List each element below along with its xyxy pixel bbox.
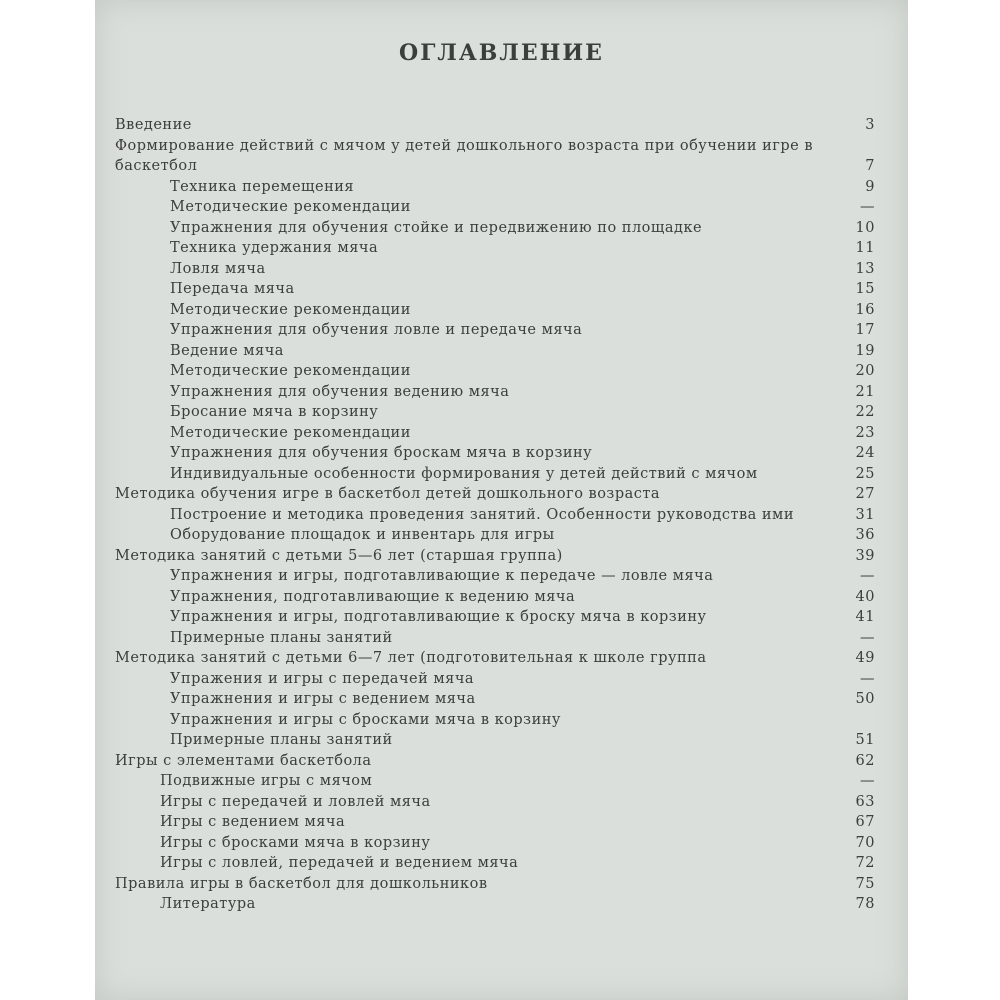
toc-entry — [170, 279, 875, 300]
toc-entry — [170, 730, 875, 751]
toc-entry-page: 16 — [855, 301, 875, 318]
toc-entry — [170, 628, 875, 649]
toc-entry-page: 36 — [855, 527, 875, 543]
toc-entry-page: 15 — [855, 281, 875, 297]
toc-entry-title: Упражнения и игры, подготавливающие к броску мяча в корзину — [170, 609, 707, 625]
toc-entry — [170, 341, 875, 362]
toc-entry — [170, 320, 875, 341]
toc-entry-title: Игры с ловлей, передачей и ведением мяча — [160, 855, 519, 871]
toc-entry-title: Методика занятий с детьми 5—6 лет (старшая группа) — [115, 547, 563, 564]
toc-entry-page: 11 — [855, 240, 875, 256]
toc-entry — [160, 833, 875, 854]
toc-entry — [115, 484, 875, 505]
toc-entry-title: Введение — [115, 117, 192, 133]
toc-entry-title: Методические рекомендации — [170, 301, 411, 318]
toc-entry-title: Методические рекомендации — [170, 424, 411, 441]
toc-entry-page: — — [860, 670, 875, 687]
toc-entry-title: Игры с ведением мяча — [160, 814, 346, 830]
toc-entry-page: 23 — [855, 424, 875, 441]
toc-entry-title: Упражнения и игры с бросками мяча в корзину — [170, 711, 561, 728]
toc-entry-page: 78 — [855, 896, 875, 912]
toc-entry-page: — — [860, 773, 875, 789]
toc-entry-title: Формирование действий с мячом у детей дошкольного возраста при обучении игре в баскетбол — [115, 137, 813, 174]
toc-entry — [160, 771, 875, 792]
toc-entry-title: Техника перемещения — [170, 178, 355, 195]
toc-entry-page: 51 — [855, 732, 875, 748]
toc-entry — [160, 894, 875, 915]
toc-entry-page: 63 — [855, 793, 875, 810]
toc-entry-page: 72 — [855, 855, 875, 871]
toc-entry — [170, 689, 875, 710]
toc-entry — [170, 218, 875, 239]
toc-entry-title: Методические рекомендации — [170, 363, 411, 379]
toc-entry-page: 7 — [865, 158, 875, 174]
toc-entry — [170, 382, 875, 403]
toc-entry-title: Упражения и игры с передачей мяча — [170, 670, 475, 687]
toc-entry-title: Ведение мяча — [170, 342, 284, 359]
toc-entry — [170, 361, 875, 382]
toc-entry-title: Методика обучения игре в баскетбол детей дошкольного возраста — [115, 486, 661, 502]
table-of-contents — [115, 115, 875, 915]
toc-entry-title: Игры с элементами баскетбола — [115, 752, 372, 769]
toc-entry — [170, 710, 875, 731]
toc-entry — [170, 587, 875, 608]
toc-entry-page: 31 — [855, 506, 875, 523]
book-page — [95, 0, 908, 1000]
toc-entry-page: 50 — [855, 691, 875, 707]
toc-entry-title: Правила игры в баскетбол для дошкольников — [115, 875, 488, 892]
toc-entry — [115, 546, 875, 567]
toc-entry-title: Игры с передачей и ловлей мяча — [160, 793, 431, 810]
toc-entry — [170, 505, 875, 526]
toc-entry-page: — — [860, 568, 875, 584]
toc-entry-page: 13 — [855, 260, 875, 277]
toc-entry — [115, 136, 875, 177]
toc-entry — [170, 177, 875, 198]
toc-entry-title: Бросание мяча в корзину — [170, 404, 379, 420]
toc-entry-title: Индивидуальные особенности формирования у детей действий с мячом — [170, 465, 758, 482]
toc-entry — [115, 751, 875, 772]
toc-entry-title: Упражнения и игры с ведением мяча — [170, 691, 476, 707]
toc-entry — [170, 443, 875, 464]
toc-entry — [170, 197, 875, 218]
toc-entry-page: 25 — [855, 465, 875, 482]
toc-entry-title: Упражнения для обучения ловле и передаче мяча — [170, 322, 583, 338]
toc-entry — [160, 812, 875, 833]
toc-entry-page: — — [860, 629, 875, 646]
toc-entry-page: 17 — [855, 322, 875, 338]
toc-entry — [160, 853, 875, 874]
toc-entry-title: Литература — [160, 896, 256, 912]
toc-entry — [115, 648, 875, 669]
toc-entry-page: 22 — [855, 404, 875, 420]
toc-entry-title: Игры с бросками мяча в корзину — [160, 834, 431, 851]
toc-entry-title: Методика занятий с детьми 6—7 лет (подготовительная к школе группа — [115, 650, 707, 666]
toc-entry-page: 24 — [855, 445, 875, 461]
toc-entry-title: Ловля мяча — [170, 260, 266, 277]
background-left — [0, 0, 95, 1000]
toc-entry-page: 21 — [855, 383, 875, 400]
toc-entry-page: 19 — [855, 342, 875, 359]
toc-entry-title: Упражнения для обучения стойке и передвижению по площадке — [170, 219, 703, 236]
toc-entry-page: 40 — [855, 588, 875, 605]
toc-entry — [170, 607, 875, 628]
toc-entry-title: Примерные планы занятий — [170, 629, 393, 646]
toc-entry — [160, 792, 875, 813]
toc-entry-title: Оборудование площадок и инвентарь для игры — [170, 527, 555, 543]
toc-entry-page: 27 — [855, 486, 875, 502]
toc-entry — [115, 874, 875, 895]
toc-entry-page: 20 — [855, 363, 875, 379]
toc-entry-title: Упражнения для обучения броскам мяча в корзину — [170, 445, 593, 461]
toc-entry-title: Техника удержания мяча — [170, 240, 379, 256]
toc-entry — [170, 464, 875, 485]
toc-entry-page: 67 — [855, 814, 875, 830]
background-right — [908, 0, 1000, 1000]
toc-entry — [170, 423, 875, 444]
toc-entry-page: 9 — [865, 178, 875, 195]
toc-entry-title: Методические рекомендации — [170, 199, 411, 215]
toc-entry — [170, 259, 875, 280]
toc-entry-title: Упражнения для обучения ведению мяча — [170, 383, 510, 400]
toc-entry-title: Подвижные игры с мячом — [160, 773, 373, 789]
toc-entry-title: Примерные планы занятий — [170, 732, 393, 748]
toc-entry-page: — — [860, 199, 875, 215]
toc-entry-title: Построение и методика проведения занятий. Особенности руководства ими — [170, 506, 794, 523]
toc-entry-title: Упражнения и игры, подготавливающие к передаче — ловле мяча — [170, 568, 714, 584]
toc-entry — [170, 402, 875, 423]
toc-entry — [170, 525, 875, 546]
toc-entry-page: 41 — [855, 609, 875, 625]
toc-entry-page: 75 — [855, 875, 875, 892]
toc-entry-title: Передача мяча — [170, 281, 295, 297]
toc-entry — [170, 300, 875, 321]
toc-entry-page: 70 — [855, 834, 875, 851]
toc-entry-page: 39 — [855, 547, 875, 564]
toc-entry — [170, 669, 875, 690]
page-title: ОГЛАВЛЕНИЕ — [399, 40, 604, 66]
toc-entry-title: Упражнения, подготавливающие к ведению мяча — [170, 588, 576, 605]
toc-entry-page: 49 — [855, 650, 875, 666]
toc-entry — [170, 238, 875, 259]
toc-entry-page: 62 — [855, 752, 875, 769]
toc-entry — [115, 115, 875, 136]
toc-entry-page: 3 — [865, 117, 875, 133]
toc-entry — [170, 566, 875, 587]
toc-entry-page: 10 — [855, 219, 875, 236]
